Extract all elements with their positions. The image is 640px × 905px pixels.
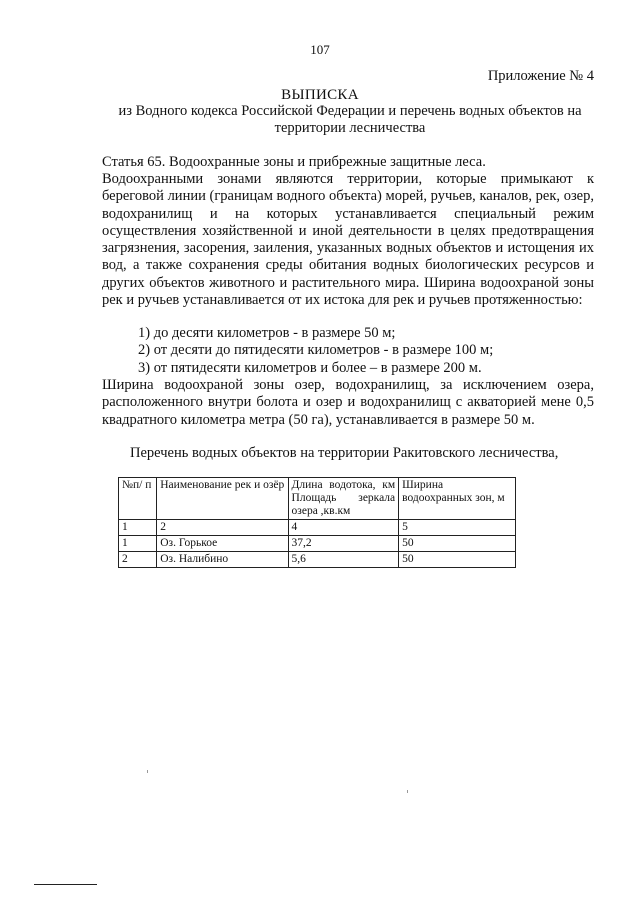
header-zone-width: Ширина водоохранных зон, м: [399, 478, 516, 520]
table-cell: 1: [119, 536, 157, 552]
table-row: [119, 552, 516, 568]
table-cell: 37,2: [288, 536, 399, 552]
header-number: №п/ п: [119, 478, 157, 520]
list-item: 2) от десяти до пятидесяти километров - в размере 100 м;: [138, 342, 494, 358]
list-item: 1) до десяти километров - в размере 50 м;: [138, 325, 396, 341]
appendix-label: Приложение № 4: [487, 68, 594, 84]
header-length-area: Длина водотока, км Площадь зеркала озера ,кв.км: [288, 478, 399, 520]
article-heading: Статья 65. Водоохранные зоны и прибрежные защитные леса.: [102, 154, 486, 170]
table-cell: Оз. Налибино: [157, 552, 288, 568]
table-title: Перечень водных объектов на территории Ракитовского лесничества,: [130, 445, 559, 461]
table-row: [119, 536, 516, 552]
document-title: ВЫПИСКА: [281, 87, 359, 103]
header-name: Наименование рек и озёр: [157, 478, 288, 520]
table-header-row: [119, 478, 516, 520]
table-cell: Оз. Горькое: [157, 536, 288, 552]
table-cell: 50: [399, 552, 516, 568]
table-cell: 1: [119, 520, 157, 536]
table-cell: 5,6: [288, 552, 399, 568]
page-number: 107: [310, 42, 330, 57]
scan-speck: [147, 770, 148, 773]
table-index-row: [119, 520, 516, 536]
table-cell: 50: [399, 536, 516, 552]
scan-speck: [407, 790, 408, 793]
table-cell: 5: [399, 520, 516, 536]
table-cell: 2: [157, 520, 288, 536]
table-cell: 2: [119, 552, 157, 568]
document-subtitle: из Водного кодекса Российской Федерации и перечень водных объектов на территории лесничества: [118, 103, 582, 136]
water-objects-table: [118, 477, 516, 568]
list-item: 3) от пятидесяти километров и более – в размере 200 м.: [138, 360, 482, 376]
table-cell: 4: [288, 520, 399, 536]
paragraph-lake-zones: Ширина водоохраной зоны озер, водохранилищ, за исключением озера, расположенного внутри болота и озер и водохранилищ с акваторией мене 0,5 квадратного километра метра (50 га), устанавливается в размере 50 м.: [102, 377, 594, 428]
paragraph-water-protection-zones: Водоохранными зонами являются территории, которые примыкают к береговой линии (границам водного объекта) морей, ручьев, каналов, рек, озер, водохранилищ и на которых устанавливается специальный режим осуществления хозяйственной и иной деятельности в целях предотвращения загрязнения, засорения, заиления, указанных водных объектов и истощения их вод, а также сохранения среды обитания водных биологических ресурсов и других объектов животного и растительного мира. Ширина водоохраной зоны рек и ручьев устанавливается от их истока для рек и ручьев протяженностью:: [102, 171, 594, 309]
footnote-rule: [34, 884, 97, 885]
